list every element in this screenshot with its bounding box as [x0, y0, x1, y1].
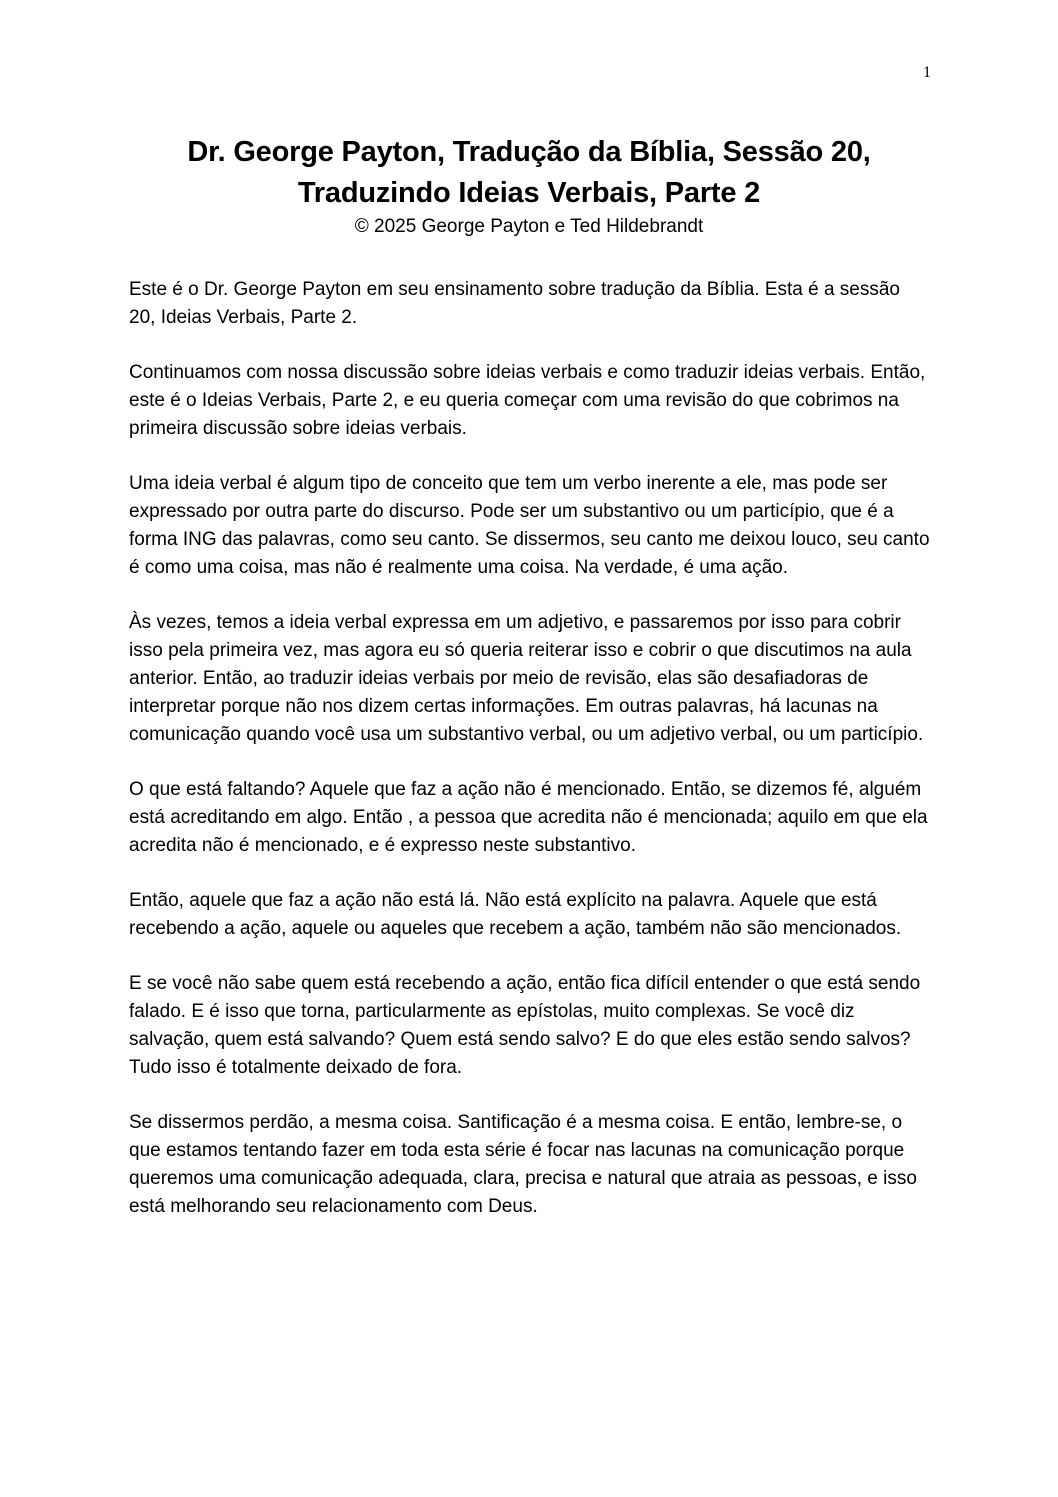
- paragraph: Este é o Dr. George Payton em seu ensinamento sobre tradução da Bíblia. Esta é a sessão 20, Ideias Verbais, Parte 2.: [129, 279, 901, 328]
- page-number: 1: [923, 64, 931, 81]
- paragraph: O que está faltando? Aquele que faz a ação não é mencionado. Então, se dizemos fé, alguém está acreditando em algo. Então , a pessoa que acredita não é mencionada; aquilo em que ela acredita não é mencionado, e é expresso neste substantivo.: [129, 779, 928, 856]
- document-title-line-2: Traduzindo Ideias Verbais, Parte 2: [297, 177, 761, 209]
- paragraph: Se dissermos perdão, a mesma coisa. Santificação é a mesma coisa. E então, lembre-se, o que estamos tentando fazer em toda esta série é focar nas lacunas na comunicação porque queremos uma comunicação adequada, clara, precisa e natural que atraia as pessoas, e isso está melhorando seu relacionamento com Deus.: [129, 1112, 917, 1217]
- copyright-line: © 2025 George Payton e Ted Hildebrandt: [354, 216, 704, 237]
- document-title-line-1: Dr. George Payton, Tradução da Bíblia, Sessão 20,: [187, 136, 871, 168]
- paragraph: Às vezes, temos a ideia verbal expressa em um adjetivo, e passaremos por isso para cobrir isso pela primeira vez, mas agora eu só queria reiterar isso e cobrir o que discutimos na aula anterior. Então, ao traduzir ideias verbais por meio de revisão, elas são desafiadoras de interpretar porque não nos dizem certas informações. Em outras palavras, há lacunas na comunicação quando você usa um substantivo verbal, ou um adjetivo verbal, ou um particípio.: [129, 612, 924, 745]
- paragraph: Continuamos com nossa discussão sobre ideias verbais e como traduzir ideias verbais. Então, este é o Ideias Verbais, Parte 2, e eu queria começar com uma revisão do que cobrimos na primeira discussão sobre ideias verbais.: [129, 362, 926, 439]
- paragraph: E se você não sabe quem está recebendo a ação, então fica difícil entender o que está sendo falado. E é isso que torna, particularmente as epístolas, muito complexas. Se você diz salvação, quem está salvando? Quem está sendo salvo? E do que eles estão sendo salvos? Tudo isso é totalmente deixado de fora.: [129, 973, 921, 1078]
- document-header: [128, 132, 930, 240]
- document-body: [129, 276, 931, 1248]
- paragraph: Uma ideia verbal é algum tipo de conceito que tem um verbo inerente a ele, mas pode ser expressado por outra parte do discurso. Pode ser um substantivo ou um particípio, que é a forma ING das palavras, como seu canto. Se dissermos, seu canto me deixou louco, seu canto é como uma coisa, mas não é realmente uma coisa. Na verdade, é uma ação.: [129, 473, 930, 578]
- paragraph: Então, aquele que faz a ação não está lá. Não está explícito na palavra. Aquele que está recebendo a ação, aquele ou aqueles que recebem a ação, também não são mencionados.: [129, 890, 902, 939]
